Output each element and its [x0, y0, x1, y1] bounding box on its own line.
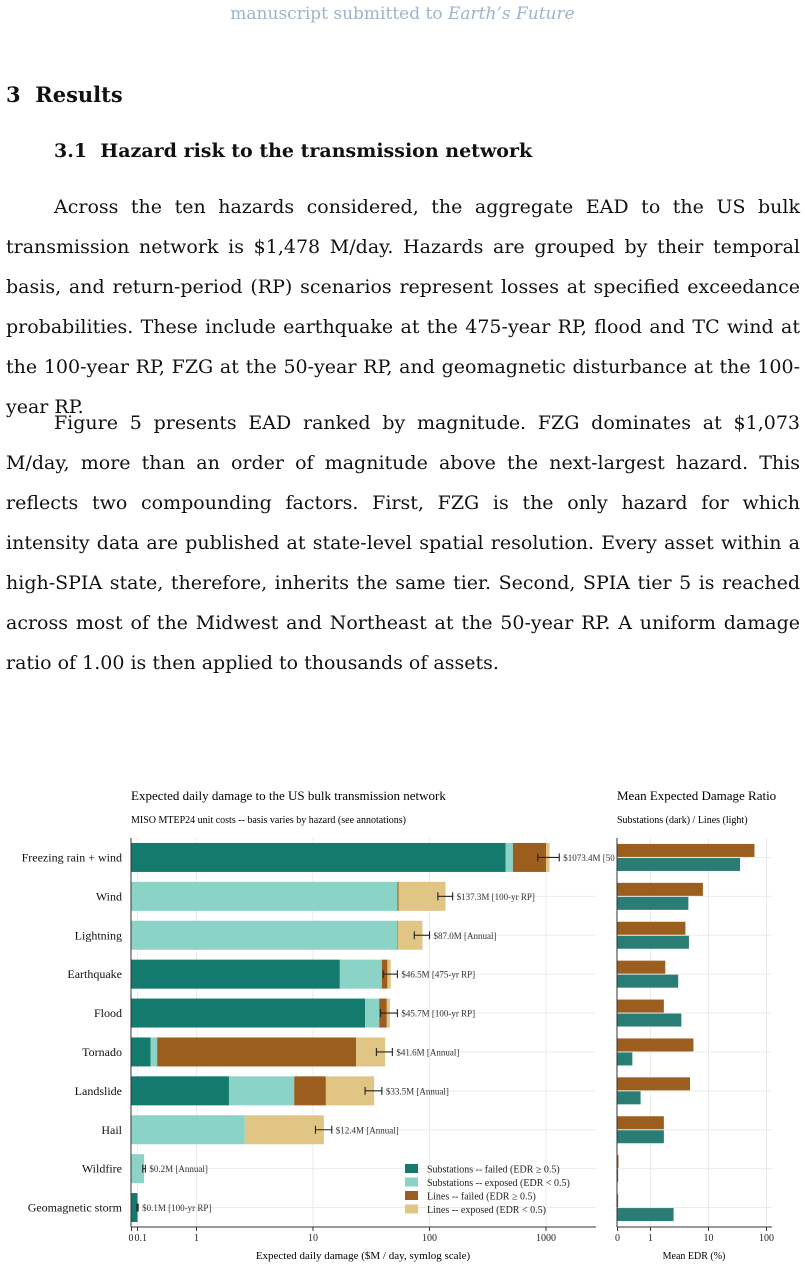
journal-name: Earth’s Future [447, 4, 575, 24]
section-heading [6, 82, 123, 107]
data-label-hail: $12.4M [Annual] [335, 1125, 399, 1136]
bar-wind-1 [132, 882, 398, 911]
edr-bar-lines-flood [617, 1000, 664, 1013]
x-tick-label: 100 [422, 1233, 437, 1244]
edr-bar-lines-tornado [617, 1038, 693, 1051]
edr-chart-title: Mean Expected Damage Ratio [617, 788, 777, 803]
edr-bar-lines-lightning [617, 922, 685, 935]
bar-wildfire-1 [132, 1154, 145, 1183]
data-label-lightning: $87.0M [Annual] [433, 930, 497, 941]
data-label-freezing-rain-wind: $1073.4M [50 [563, 852, 615, 863]
data-label-flood: $45.7M [100-yr RP] [401, 1008, 476, 1019]
edr-bar-lines-landslide [617, 1077, 690, 1090]
edr-x-tick-label: 100 [759, 1233, 774, 1244]
paragraph-2: Figure 5 presents EAD ranked by magnitude. FZG dominates at $1,073 M/day, more than an order of magnitude above the next-largest hazard. This reflects two compounding factors. First, FZG is the only hazard for which intensity data are published at state-level spatial resolution. Every asset within a high-SPIA state, therefore, inherits the same tier. Second, SPIA tier 5 is reached across most of the Midwest and Northeast at the 50-year RP. A uniform damage ratio of 1.00 is then applied to thousands of assets. [6, 412, 800, 674]
category-label-flood: Flood [93, 1006, 122, 1021]
x-tick-label: 10 [308, 1233, 318, 1244]
subsection-title: Hazard risk to the transmission network [100, 140, 533, 162]
data-label-tornado: $41.6M [Annual] [396, 1047, 460, 1058]
edr-bar-substations-freezing-rain-wind [617, 858, 740, 871]
bar-landslide-0 [132, 1076, 229, 1105]
legend-swatch-2 [405, 1191, 418, 1200]
bar-flood-0 [132, 999, 366, 1028]
data-label-geomagnetic-storm: $0.1M [100-yr RP] [142, 1203, 212, 1214]
x-tick-label: 1 [194, 1233, 199, 1244]
data-label-landslide: $33.5M [Annual] [385, 1086, 449, 1097]
edr-bar-substations-lightning [617, 936, 689, 949]
edr-bar-lines-wind [617, 883, 703, 896]
category-label-hail: Hail [101, 1122, 122, 1137]
chart-subtitle: MISO MTEP24 unit costs -- basis varies by hazard (see annotations) [131, 815, 406, 826]
edr-x-axis-label: Mean EDR (%) [662, 1251, 726, 1262]
edr-bar-lines-freezing-rain-wind [617, 844, 754, 857]
x-tick-label: 1000 [536, 1233, 556, 1244]
category-label-geomagnetic-storm: Geomagnetic storm [27, 1200, 122, 1215]
bar-earthquake-1 [340, 960, 382, 989]
bar-hail-1 [132, 1115, 245, 1144]
subsection-number: 3.1 [54, 140, 88, 162]
x-tick-label: 0 [128, 1233, 134, 1244]
x-axis-label: Expected daily damage ($M / day, symlog scale) [255, 1250, 471, 1262]
bar-earthquake-0 [132, 960, 340, 989]
category-label-earthquake: Earthquake [67, 967, 122, 982]
header-prefix: manuscript submitted to [230, 4, 443, 24]
bar-tornado-0 [132, 1037, 151, 1066]
legend-entry-2: Lines -- failed (EDR ≥ 0.5) [427, 1191, 536, 1203]
bar-flood-1 [365, 999, 379, 1028]
edr-bar-substations-geomagnetic-storm [617, 1208, 674, 1221]
legend-swatch-0 [405, 1164, 418, 1173]
data-label-earthquake: $46.5M [475-yr RP] [401, 969, 476, 980]
legend-entry-0: Substations -- failed (EDR ≥ 0.5) [427, 1164, 560, 1176]
running-header [0, 4, 805, 24]
edr-x-tick-label: 1 [648, 1233, 653, 1244]
bar-landslide-1 [229, 1076, 294, 1105]
bar-lightning-1 [132, 921, 398, 950]
category-label-landslide: Landslide [74, 1083, 122, 1098]
edr-chart [615, 838, 774, 1244]
chart-title: Expected daily damage to the US bulk transmission network [131, 788, 446, 803]
x-tick-label: 0.1 [134, 1233, 147, 1244]
bar-hail-3 [245, 1115, 324, 1144]
edr-bar-substations-hail [617, 1130, 664, 1143]
damage-chart [22, 838, 616, 1244]
legend-entry-1: Substations -- exposed (EDR < 0.5) [427, 1178, 570, 1189]
edr-bar-substations-landslide [617, 1091, 641, 1104]
legend-swatch-1 [405, 1178, 418, 1187]
legend-entry-3: Lines -- exposed (EDR < 0.5) [427, 1205, 546, 1216]
paragraph-1: Across the ten hazards considered, the aggregate EAD to the US bulk transmission network is $1,478 M/day. Hazards are grouped by their temporal basis, and return-period (RP) scenarios represent losses at specified exceedance probabilities. These include earthquake at the 475-year RP, flood and TC wind at the 100-year RP, FZG at the 50-year RP, and geomagnetic disturbance at the 100-year RP. [6, 196, 800, 418]
edr-bar-substations-flood [617, 1014, 681, 1027]
section-title: Results [35, 82, 123, 107]
category-label-freezing-rain-wind: Freezing rain + wind [21, 850, 122, 865]
figure-5 [0, 780, 805, 1268]
category-label-wind: Wind [95, 889, 122, 904]
edr-bar-substations-wind [617, 897, 688, 910]
data-label-wildfire: $0.2M [Annual] [149, 1164, 208, 1175]
edr-bar-substations-tornado [617, 1052, 632, 1065]
edr-x-tick-label: 0 [615, 1233, 620, 1244]
category-label-lightning: Lightning [74, 928, 122, 943]
category-label-wildfire: Wildfire [81, 1161, 122, 1176]
edr-bar-substations-earthquake [617, 975, 678, 988]
bar-tornado-1 [151, 1037, 158, 1066]
data-label-wind: $137.3M [100-yr RP] [456, 891, 535, 902]
edr-chart-subtitle: Substations (dark) / Lines (light) [617, 815, 748, 826]
edr-x-tick-label: 10 [703, 1233, 714, 1244]
bar-wind-2 [397, 882, 398, 911]
bar-tornado-2 [157, 1037, 356, 1066]
section-number: 3 [6, 82, 21, 107]
edr-bar-lines-hail [617, 1116, 664, 1129]
bar-landslide-2 [294, 1076, 326, 1105]
subsection-heading [54, 140, 532, 162]
edr-bar-lines-earthquake [617, 961, 665, 974]
legend-swatch-3 [405, 1205, 418, 1214]
bar-freezing-rain-wind-1 [506, 843, 513, 872]
category-label-tornado: Tornado [82, 1044, 122, 1059]
bar-freezing-rain-wind-0 [132, 843, 506, 872]
